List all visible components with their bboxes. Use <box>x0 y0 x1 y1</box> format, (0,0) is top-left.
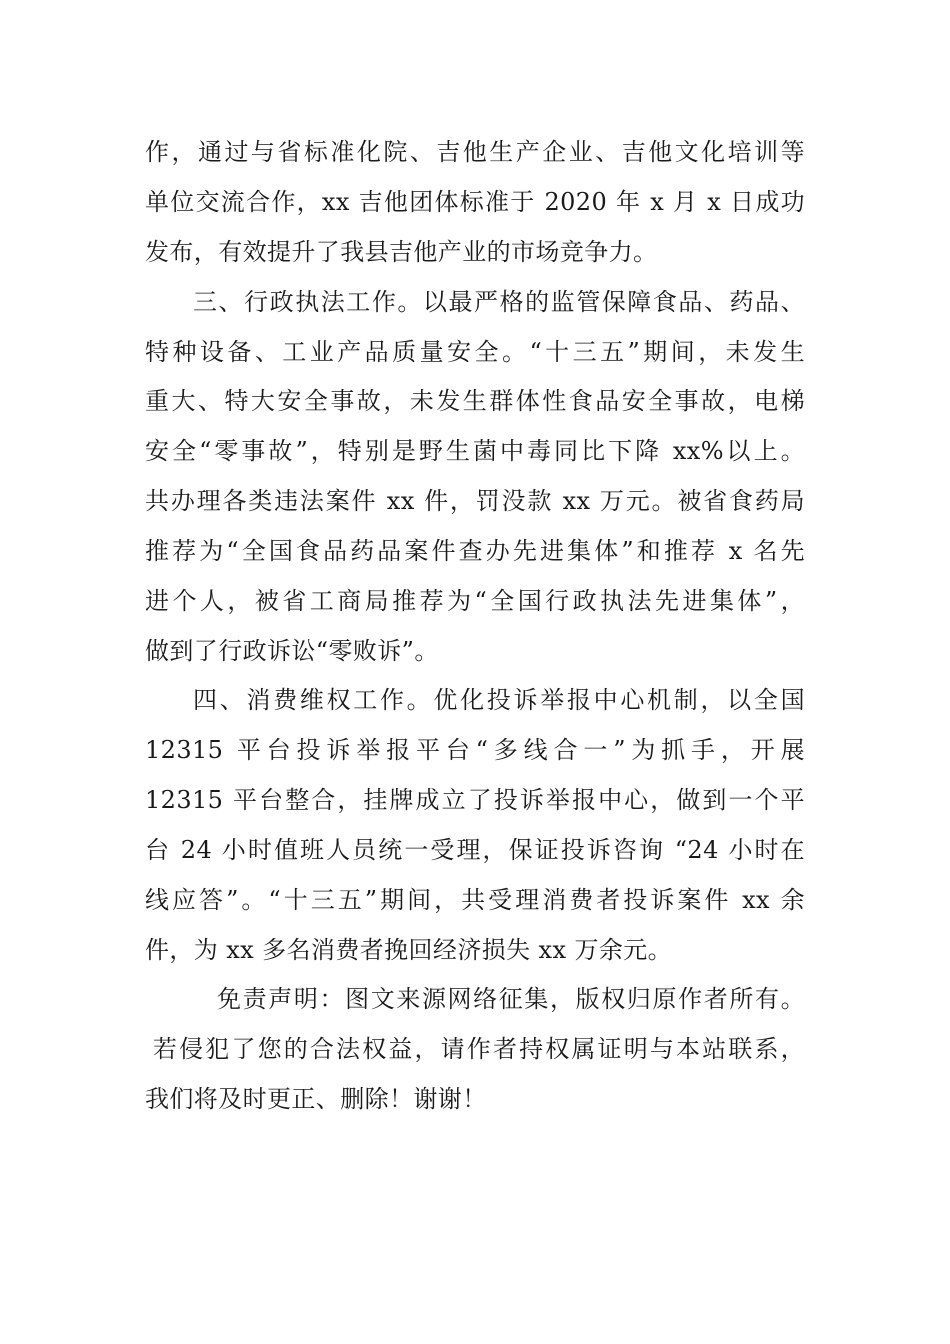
text-line: 12315 平台投诉举报平台“多线合一”为抓手，开展 <box>145 736 805 764</box>
text-line: 免责声明：图文来源网络征集，版权归原作者所有。 <box>217 985 805 1013</box>
text-line: 推荐为“全国食品药品案件查办先进集体”和推荐 x 名先 <box>145 537 805 565</box>
text-line: 我们将及时更正、删除！谢谢！ <box>145 1085 487 1113</box>
text-line: 线应答”。“十三五”期间，共受理消费者投诉案件 xx 余 <box>145 886 805 914</box>
text-line: 件，为 xx 多名消费者挽回经济损失 xx 万余元。 <box>145 936 673 964</box>
text-line: 台 24 小时值班人员统一受理，保证投诉咨询 “24 小时在 <box>145 836 805 864</box>
text-line: 三、行政执法工作。以最严格的监管保障食品、药品、 <box>193 288 805 316</box>
text-line: 单位交流合作，xx 吉他团体标准于 2020 年 x 月 x 日成功 <box>145 188 805 216</box>
text-line: 四、消费维权工作。优化投诉举报中心机制，以全国 <box>193 686 805 714</box>
text-line: 共办理各类违法案件 xx 件，罚没款 xx 万元。被省食药局 <box>145 487 805 515</box>
text-line: 进个人，被省工商局推荐为“全国行政执法先进集体”， <box>145 587 805 615</box>
text-line: 重大、特大安全事故，未发生群体性食品安全事故，电梯 <box>145 387 805 415</box>
text-line: 安全“零事故”，特别是野生菌中毒同比下降 xx%以上。 <box>145 437 805 465</box>
text-line: 发布，有效提升了我县吉他产业的市场竞争力。 <box>145 238 658 266</box>
text-line: 做到了行政诉讼“零败诉”。 <box>145 637 439 665</box>
text-line: 12315 平台整合，挂牌成立了投诉举报中心，做到一个平 <box>145 786 805 814</box>
text-line: 作，通过与省标准化院、吉他生产企业、吉他文化培训等 <box>145 138 805 166</box>
text-line: 若侵犯了您的合法权益，请作者持权属证明与本站联系， <box>153 1035 805 1063</box>
text-line: 特种设备、工业产品质量安全。“十三五”期间，未发生 <box>145 338 805 366</box>
